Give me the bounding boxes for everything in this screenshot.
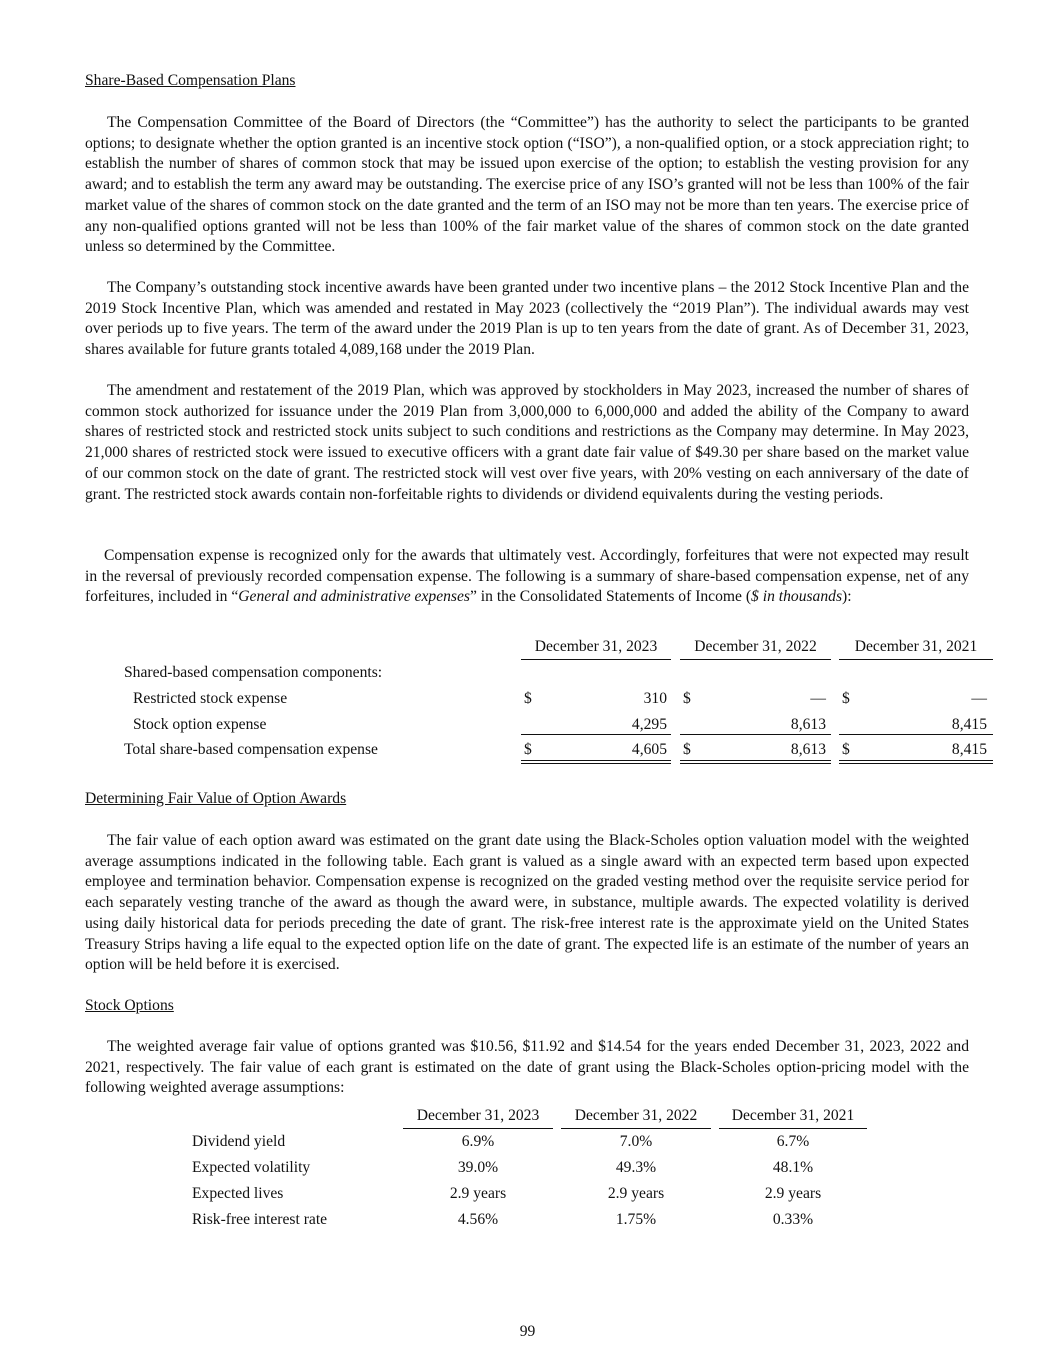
- assump-value-2022: 2.9 years: [607, 1185, 665, 1202]
- stock-options-heading: Stock Options: [85, 997, 174, 1014]
- assump-value-2021: 48.1%: [772, 1159, 814, 1176]
- currency-symbol: $: [524, 741, 532, 758]
- assump-value-2022: 7.0%: [619, 1133, 653, 1150]
- currency-symbol: $: [842, 690, 850, 707]
- comp-row-label: Restricted stock expense: [133, 690, 288, 707]
- comp-header-2021: December 31, 2021: [839, 637, 993, 660]
- paragraph-compensation-expense: [85, 546, 969, 608]
- currency-symbol: $: [683, 690, 691, 707]
- currency-symbol: $: [683, 741, 691, 758]
- assump-row-label: Expected volatility: [192, 1159, 311, 1176]
- assump-value-2022: 49.3%: [615, 1159, 657, 1176]
- comp-row-label: Stock option expense: [133, 716, 267, 733]
- paragraph-incentive-plans: The Company’s outstanding stock incentive awards have been granted under two incentive plans – the 2012 Stock Incentive Plan and the 2019 Stock Incentive Plan, which was amended and restated in May 2023 (collectively the “2019 Plan”). The individual awards may vest over periods up to five years. The term of the award under the 2019 Plan is up to ten years from the date of grant. As of December 31, 2023, shares available for future grants totaled 4,089,168 under the 2019 Plan.: [85, 279, 969, 359]
- comp-total-2022: 8,613: [790, 741, 826, 758]
- assump-header-2021: December 31, 2021: [719, 1106, 867, 1129]
- p4-italic-thousands: $ in thousands: [751, 588, 843, 606]
- comp-value-2023: 4,295: [631, 716, 667, 733]
- assump-value-2021: 0.33%: [772, 1211, 814, 1228]
- subtotal-rule: [839, 734, 993, 735]
- total-double-rule: [839, 760, 993, 764]
- assump-header-2023: December 31, 2023: [403, 1106, 553, 1129]
- subtotal-rule: [521, 734, 671, 735]
- assump-value-2023: 4.56%: [457, 1211, 499, 1228]
- paragraph-committee: The Compensation Committee of the Board of Directors (the “Committee”) has the authority to select the participants to be granted options; to designate whether the option granted is an incentive stock option (“ISO”), a non-qualified option, or a stock appreciation right; to establish the number of shares of common stock that may be issued upon exercise of the option; to establish the vesting provision for any award; and to establish the term any award may be outstanding. The exercise price of any ISO’s granted will not be less than 100% of the fair market value of the shares of common stock on the date granted and the term of an ISO may not be more than ten years. The exercise price of any non-qualified options granted will not be less than 100% of the fair market value of the shares of common stock on the date granted unless so determined by the Committee.: [85, 114, 969, 256]
- assump-row-label: Expected lives: [192, 1185, 284, 1202]
- page-number: 99: [519, 1323, 536, 1340]
- assump-value-2023: 6.9%: [461, 1133, 495, 1150]
- total-double-rule: [680, 760, 831, 764]
- comp-value-2022: 8,613: [790, 716, 826, 733]
- p4-text-a: Compensation expense is recognized only for the awards that ultimately vest. Accordingly, forfeitures that were not expected may result in the reversal of previously recorded compensation expense. The following is a summary of share-based compensation expense, net of any forfeitures, included in “: [85, 547, 969, 606]
- comp-total-2023: 4,605: [631, 741, 667, 758]
- fair-value-heading: Determining Fair Value of Option Awards: [85, 790, 347, 807]
- paragraph-stock-options: The weighted average fair value of options granted was $10.56, $11.92 and $14.54 for the years ended December 31, 2023, 2022 and 2021, respectively. The fair value of each grant is estimated on the date of grant using the Black-Scholes option-pricing model with the following weighted average assumptions:: [85, 1038, 969, 1097]
- assump-value-2023: 2.9 years: [449, 1185, 507, 1202]
- assump-value-2022: 1.75%: [615, 1211, 657, 1228]
- comp-value-2021: —: [971, 690, 987, 707]
- assump-header-2022: December 31, 2022: [561, 1106, 711, 1129]
- comp-total-label: Total share-based compensation expense: [124, 741, 378, 758]
- comp-value-2021: 8,415: [951, 716, 987, 733]
- comp-value-2022: —: [810, 690, 826, 707]
- paragraph-plan-amendment: The amendment and restatement of the 2019 Plan, which was approved by stockholders in May 2023, increased the number of shares of common stock authorized for issuance under the 2019 Plan from 3,000,000 to 6,000,000 and added the ability of the Company to award shares of restricted stock and restricted stock units subject to such conditions and restrictions as the Company may determine. In May 2023, 21,000 shares of restricted stock were issued to executive officers with a grant date fair value of $49.30 per share based on the market value of our common stock on the date of grant. The restricted stock will vest over five years, with 20% vesting on each anniversary of the date of grant. The restricted stock awards contain non-forfeitable rights to dividends or dividend equivalents during the vesting periods.: [85, 382, 969, 503]
- assump-row-label: Risk-free interest rate: [192, 1211, 328, 1228]
- currency-symbol: $: [842, 741, 850, 758]
- subtotal-rule: [680, 734, 831, 735]
- comp-total-2021: 8,415: [951, 741, 987, 758]
- total-double-rule: [521, 760, 671, 764]
- assump-value-2023: 39.0%: [457, 1159, 499, 1176]
- comp-components-label: Shared-based compensation components:: [124, 664, 383, 681]
- comp-header-2022: December 31, 2022: [680, 637, 831, 660]
- p4-text-c: ):: [842, 588, 852, 606]
- p4-italic-ga: General and administrative expenses: [238, 588, 470, 606]
- paragraph-fair-value: The fair value of each option award was estimated on the grant date using the Black-Scholes option valuation model with the weighted average assumptions indicated in the following table. Each grant is valued as a single award with an expected term based upon expected employee and termination behavior. Compensation expense is recognized on the graded vesting method over the requisite service period for each separately vesting tranche of the award as though the award were, in substance, multiple awards. The expected volatility is derived using daily historical data for periods preceding the date of grant. The risk-free interest rate is the approximate yield on the United States Treasury Strips having a life equal to the expected option life on the date of grant. The expected life is an estimate of the number of years an option will be held before it is exercised.: [85, 832, 969, 974]
- p4-text-b: ” in the Consolidated Statements of Income (: [469, 588, 752, 606]
- assump-value-2021: 2.9 years: [764, 1185, 822, 1202]
- currency-symbol: $: [524, 690, 532, 707]
- comp-value-2023: 310: [643, 690, 667, 707]
- comp-header-2023: December 31, 2023: [521, 637, 671, 660]
- share-based-compensation-heading: Share-Based Compensation Plans: [85, 72, 296, 89]
- assump-row-label: Dividend yield: [192, 1133, 286, 1150]
- assump-value-2021: 6.7%: [776, 1133, 810, 1150]
